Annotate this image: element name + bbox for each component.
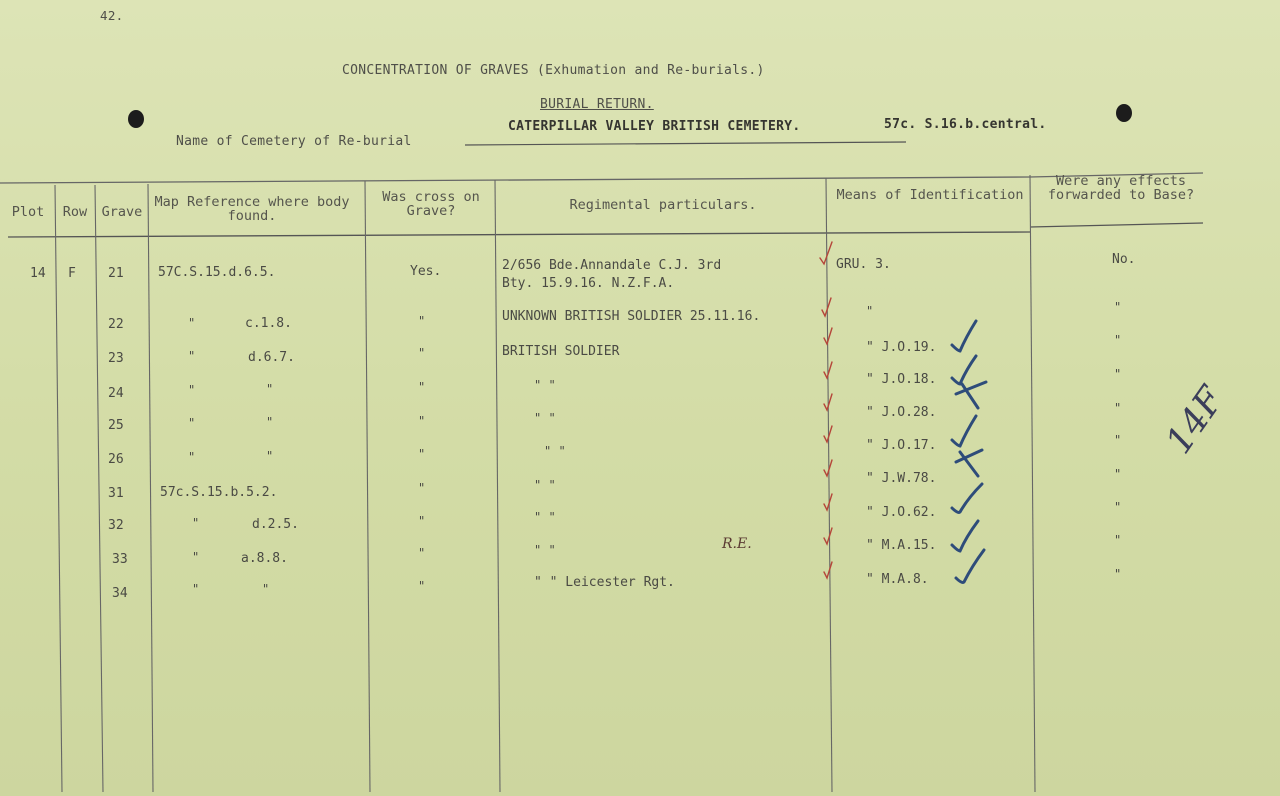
cell-cross: ": [418, 414, 426, 428]
cell-effects: ": [1114, 467, 1122, 481]
cell-map-ref-detail: ": [266, 415, 274, 429]
cell-regimental-line1: " ": [534, 378, 556, 392]
cell-regimental-line1: " ": [534, 510, 556, 524]
cell-effects: ": [1114, 367, 1122, 381]
cell-grave: 26: [108, 452, 124, 467]
cell-grave: 34: [112, 586, 128, 601]
cell-cross: ": [418, 380, 426, 394]
cell-means: " J.O.28.: [866, 405, 937, 420]
column-header-cross: Was cross on Grave?: [382, 189, 480, 219]
handwritten-re-note: R.E.: [722, 536, 752, 552]
page-number: 42.: [100, 8, 124, 23]
cell-grave: 21: [108, 266, 124, 281]
cell-effects: ": [1114, 333, 1122, 347]
cell-effects: No.: [1112, 252, 1136, 267]
cell-regimental-line1: " ": [534, 411, 556, 425]
cell-effects: ": [1114, 433, 1122, 447]
cell-cross: ": [418, 314, 426, 328]
form-subtitle: BURIAL RETURN.: [540, 97, 654, 112]
cell-map-ref: 57c.S.15.b.5.2.: [160, 485, 278, 500]
cell-effects: ": [1114, 533, 1122, 547]
cell-cross: ": [418, 447, 426, 461]
cell-cross: ": [418, 579, 426, 593]
cell-map-ref: ": [188, 450, 196, 464]
cell-effects: ": [1114, 401, 1122, 415]
cemetery-name: CATERPILLAR VALLEY BRITISH CEMETERY.: [508, 119, 801, 134]
cell-effects: ": [1114, 500, 1122, 514]
cell-cross: Yes.: [410, 264, 442, 279]
cell-map-ref-detail: ": [266, 449, 274, 463]
cell-cross: ": [418, 346, 426, 360]
cell-effects: ": [1114, 300, 1122, 314]
cell-cross: ": [418, 546, 426, 560]
cell-map-ref: ": [188, 316, 196, 330]
cell-plot: 14: [30, 266, 46, 281]
column-header-map-reference: Map Reference where body found.: [154, 194, 350, 224]
cell-regimental-line1: UNKNOWN BRITISH SOLDIER 25.11.16.: [502, 309, 761, 324]
cell-grave: 25: [108, 418, 124, 433]
cell-map-ref: ": [188, 416, 196, 430]
cell-grave: 32: [108, 518, 124, 533]
cell-means: " M.A.15.: [866, 538, 937, 553]
cell-means: " J.O.18.: [866, 372, 937, 387]
cell-grave: 31: [108, 486, 124, 501]
cell-row: F: [68, 266, 76, 281]
cell-grave: 24: [108, 386, 124, 401]
cell-regimental-line1: " ": [544, 444, 566, 458]
margin-plot-note: 14F: [1158, 379, 1233, 462]
cell-cross: ": [418, 514, 426, 528]
cell-grave: 33: [112, 552, 128, 567]
cell-grave: 23: [108, 351, 124, 366]
cell-map-ref-detail: d.2.5.: [252, 517, 299, 532]
column-header-grave: Grave: [101, 204, 143, 220]
cell-regimental-line1: " ": [534, 543, 556, 557]
cell-means: GRU. 3.: [836, 257, 891, 272]
cell-regimental-line1: 2/656 Bde.Annandale C.J. 3rd: [502, 258, 722, 273]
column-header-plot: Plot: [11, 204, 45, 220]
cell-map-ref: ": [192, 550, 200, 564]
cell-cross: ": [418, 481, 426, 495]
cemetery-label: Name of Cemetery of Re-burial: [176, 134, 412, 149]
form-title: CONCENTRATION OF GRAVES (Exhumation and Re-burials.): [342, 63, 765, 78]
cell-means: " J.O.19.: [866, 340, 937, 355]
cell-regimental-line1: BRITISH SOLDIER: [502, 344, 620, 359]
column-header-means: Means of Identification: [836, 187, 1024, 203]
cell-map-ref: 57C.S.15.d.6.5.: [158, 265, 276, 280]
cell-map-ref: ": [192, 516, 200, 530]
cell-map-ref: ": [192, 582, 200, 596]
cell-map-ref-detail: ": [262, 582, 270, 596]
cell-means: " J.O.62.: [866, 505, 937, 520]
cell-means: " M.A.8.: [866, 572, 929, 587]
cell-regimental-line2: Bty. 15.9.16. N.Z.F.A.: [502, 276, 675, 291]
cell-map-ref-detail: ": [266, 382, 274, 396]
column-header-row: Row: [62, 204, 88, 220]
cell-regimental-line1: " " Leicester Rgt.: [534, 575, 675, 590]
cell-effects: ": [1114, 567, 1122, 581]
cell-means: " J.W.78.: [866, 471, 937, 486]
cemetery-map-reference: 57c. S.16.b.central.: [884, 117, 1047, 132]
column-header-effects: Were any effects forwarded to Base?: [1047, 173, 1195, 203]
column-header-regimental: Regimental particulars.: [569, 197, 757, 213]
cell-means: " J.O.17.: [866, 438, 937, 453]
cell-map-ref: ": [188, 383, 196, 397]
cell-grave: 22: [108, 317, 124, 332]
cell-map-ref-detail: a.8.8.: [241, 551, 288, 566]
cell-map-ref-detail: c.1.8.: [245, 316, 292, 331]
cell-regimental-line1: " ": [534, 478, 556, 492]
cell-means: ": [866, 304, 874, 318]
cell-map-ref: ": [188, 349, 196, 363]
cell-map-ref-detail: d.6.7.: [248, 350, 295, 365]
